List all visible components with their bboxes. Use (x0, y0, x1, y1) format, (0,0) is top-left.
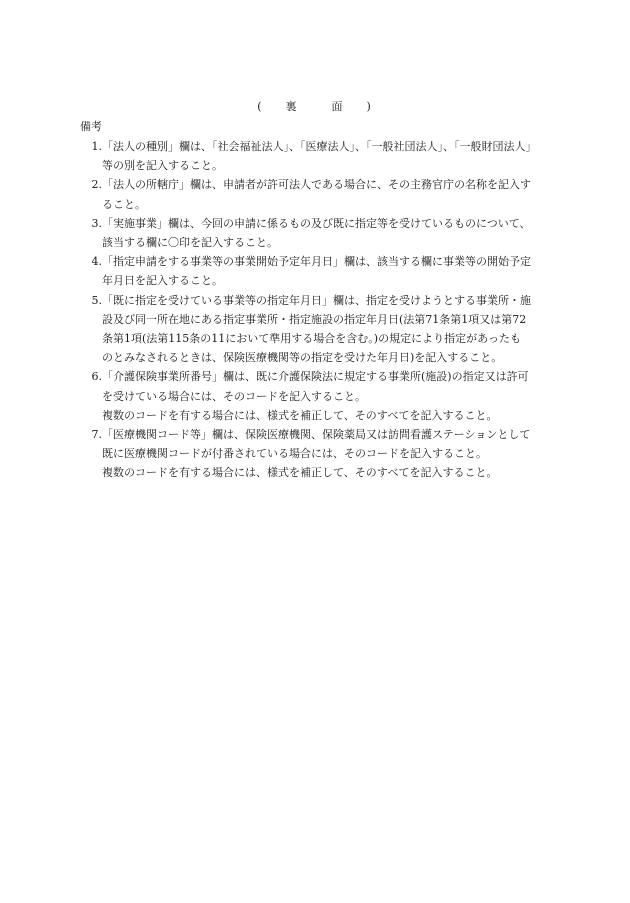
remark-line: 等の別を記入すること。 (102, 159, 223, 173)
remark-item-4 (80, 252, 550, 290)
remark-line: ること。 (102, 197, 146, 211)
remark-line: 「医療機関コード等」欄は、保険医療機関、保険薬局又は訪問看護ステーションとして (102, 428, 531, 442)
heading-close-paren: ) (366, 100, 373, 113)
remark-item-1 (80, 137, 550, 175)
remark-line: 「指定申請をする事業等の事業開始予定年月日」欄は、該当する欄に事業等の開始予定 (102, 255, 531, 269)
remark-line: を受けている場合には、そのコードを記入すること。 (102, 389, 366, 403)
remark-number: 4. (91, 255, 102, 269)
remark-line: 「法人の種別」欄は、「社会福祉法人」、「医療法人」、「一般社団法人」、「一般財団法人」 (102, 140, 537, 153)
remark-line: 「既に指定を受けている事業等の指定年月日」欄は、指定を受けようとする事業所・施 (102, 293, 531, 307)
remarks-label: 備考 (80, 120, 102, 133)
page-side-heading (0, 98, 630, 114)
heading-open-paren: ( (257, 100, 264, 113)
remark-line: 「介護保険事業所番号」欄は、既に介護保険法に規定する事業所(施設)の指定又は許可 (102, 370, 529, 384)
remark-line: 「実施事業」欄は、今回の申請に係るもの及び既に指定等を受けているものについて、 (102, 216, 531, 230)
remark-item-5 (80, 291, 550, 368)
remark-extra-line: 複数のコードを有する場合には、様式を補正して、そのすべてを記入すること。 (102, 408, 498, 422)
remark-line: 該当する欄に〇印を記入すること。 (102, 236, 278, 250)
remark-item-6 (80, 367, 550, 425)
remark-line: 年月日を記入すること。 (102, 274, 223, 288)
remark-number: 7. (91, 428, 102, 442)
remark-extra-line: 複数のコードを有する場合には、様式を補正して、そのすべてを記入すること。 (102, 466, 498, 480)
remark-line: 「法人の所轄庁」欄は、申請者が許可法人である場合に、その主務官庁の名称を記入す (102, 178, 531, 192)
remark-number: 3. (91, 216, 102, 230)
remark-item-2 (80, 175, 550, 213)
remark-item-3 (80, 214, 550, 252)
remark-number: 5. (91, 293, 102, 307)
heading-char-1: 裏 (285, 100, 299, 113)
remark-number: 1. (91, 140, 102, 153)
remark-line: 設及び同一所在地にある指定事業所・指定施設の指定年月日(法第71条第1項又は第72 (102, 312, 527, 326)
heading-char-2: 面 (331, 100, 345, 113)
remark-item-7 (80, 425, 550, 483)
remark-line: のとみなされるときは、保険医療機関等の指定を受けた年月日)を記入すること。 (102, 351, 503, 365)
remark-line: 既に医療機関コードが付番されている場合には、そのコードを記入すること。 (102, 447, 487, 461)
remarks-list (80, 137, 550, 483)
remark-number: 6. (91, 370, 102, 384)
remark-number: 2. (91, 178, 102, 192)
remark-line: 条第1項(法第115条の11において準用する場合を含む。)の規定により指定があったも (102, 332, 521, 346)
